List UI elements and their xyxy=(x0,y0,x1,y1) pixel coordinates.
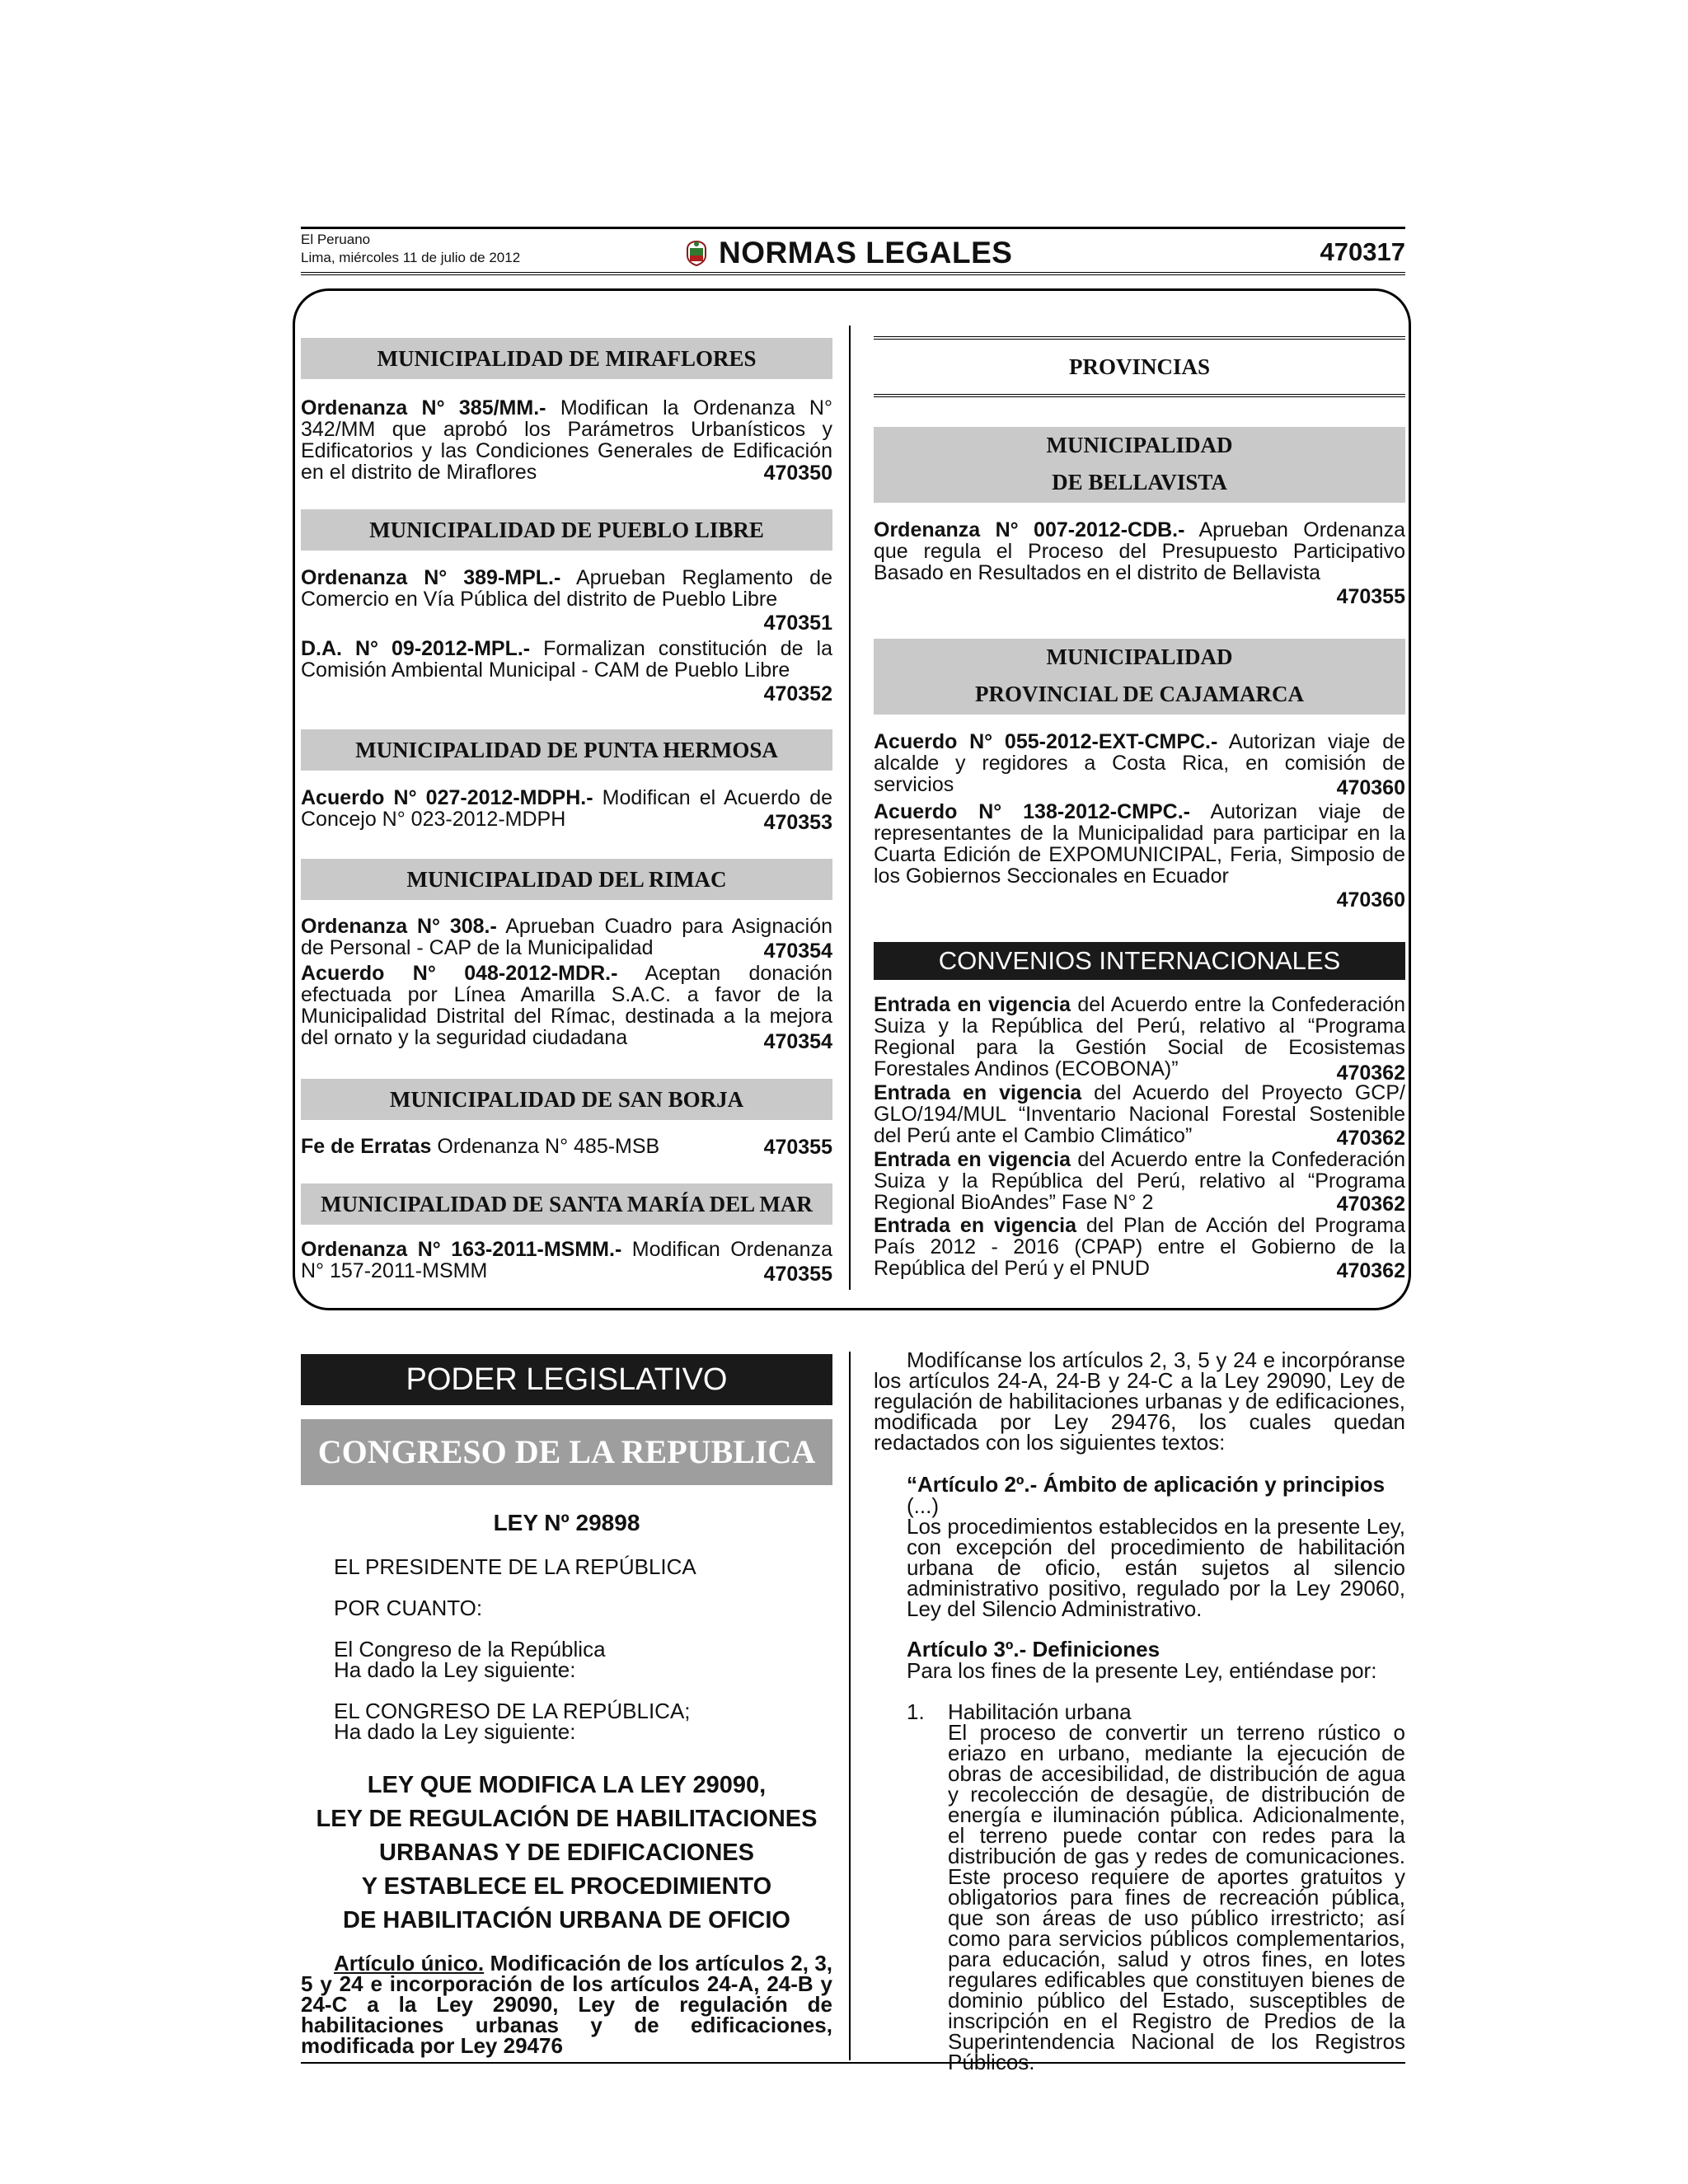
entry-text: del Acuerdo entre la Confederación Suiza y la República del Perú, relativo al “Programa Regional para la Gestión Social de Ecosistemas Forestales Andinos (ECOBONA)” xyxy=(874,993,1405,1080)
law-title-line: LEY DE REGULACIÓN DE HABILITACIONES xyxy=(316,1806,818,1832)
coat-of-arms-icon xyxy=(682,239,710,267)
article-2-text: Los procedimientos establecidos en la presente Ley, con excepción del procedimiento de habilitación urbana de oficio, están sujetos al silencio administrativo positivo, regulado por la Ley 29060, Ley del Silencio Administrativo. xyxy=(907,1514,1405,1621)
entry-title: Acuerdo N° 055-2012-EXT-CMPC.- xyxy=(874,730,1218,753)
por-cuanto: POR CUANTO: xyxy=(334,1596,483,1620)
entry-page: 470362 xyxy=(1336,1193,1405,1216)
entry-title: Ordenanza N° 007-2012-CDB.- xyxy=(874,518,1185,541)
entry-title: Ordenanza N° 385/MM.- xyxy=(301,396,546,419)
entry-page: 470360 xyxy=(1336,888,1405,912)
law-title-line: Y ESTABLECE EL PROCEDIMIENTO xyxy=(361,1873,772,1900)
entry-page: 470362 xyxy=(1336,1259,1405,1282)
heading-santa-maria-del-mar: MUNICIPALIDAD DE SANTA MARÍA DEL MAR xyxy=(301,1183,832,1225)
heading-pueblo-libre: MUNICIPALIDAD DE PUEBLO LIBRE xyxy=(301,509,832,551)
entry-text: Modifican Ordenanza N° 157-2011-MSMM xyxy=(301,1238,832,1282)
publication-name: El Peruano xyxy=(301,232,371,247)
law-number: LEY Nº 29898 xyxy=(493,1510,640,1535)
item-1-title: Habilitación urbana xyxy=(948,1699,1132,1724)
page-number: 470317 xyxy=(1320,237,1405,266)
entry-page: 470352 xyxy=(763,682,832,705)
header-top-rule xyxy=(301,227,1405,229)
entry-page: 470350 xyxy=(763,462,832,485)
entry-title: Entrada en vigencia xyxy=(874,1214,1076,1237)
entry-text: del Plan de Acción del Programa País 2012 - 2016 (CPAP) entre el Gobierno de la República del Perú y el PNUD xyxy=(874,1214,1405,1280)
congress-caps-1: EL CONGRESO DE LA REPÚBLICA; xyxy=(334,1699,691,1723)
articulo-text: Modificación de los artículos 2, 3, 5 y 24 e incorporación de los artículos 24-A, 24-B y 24-C a la Ley 29090, Ley de regulación de habilitaciones urbanas y de edificaciones, modificada por Ley 29476 xyxy=(301,1951,833,2058)
provincias-top-rule xyxy=(874,336,1405,340)
entry-page: 470360 xyxy=(1336,776,1405,799)
president-line: EL PRESIDENTE DE LA REPÚBLICA xyxy=(334,1554,696,1579)
heading-bellavista xyxy=(874,427,1405,503)
ellipsis: (...) xyxy=(907,1493,939,1518)
entry-title: Acuerdo N° 048-2012-MDR.- xyxy=(301,962,618,985)
entry-text: del Acuerdo del Proyecto GCP/ GLO/194/MUL “Inventario Nacional Forestal Sostenible del Perú ante el Cambio Climático” xyxy=(874,1081,1405,1147)
heading-line: MUNICIPALIDAD xyxy=(1046,644,1233,669)
articulo-label: Artículo único. xyxy=(334,1951,485,1975)
congress-line-2: Ha dado la Ley siguiente: xyxy=(334,1657,576,1682)
article-3-intro: Para los fines de la presente Ley, entiéndase por: xyxy=(907,1658,1377,1683)
entry-bellavista-1 xyxy=(874,519,1405,583)
heading-convenios: CONVENIOS INTERNACIONALES xyxy=(874,942,1405,980)
entry-title: Acuerdo N° 027-2012-MDPH.- xyxy=(301,786,593,809)
entry-text: Aprueban Cuadro para Asignación de Personal - CAP de la Municipalidad xyxy=(301,915,833,959)
entry-title: Ordenanza N° 163-2011-MSMM.- xyxy=(301,1238,622,1261)
entry-page: 470354 xyxy=(763,940,832,963)
entry-page: 470362 xyxy=(1336,1062,1405,1085)
congress-caps-2: Ha dado la Ley siguiente: xyxy=(334,1719,576,1744)
institution-banner: CONGRESO DE LA REPUBLICA xyxy=(301,1419,832,1485)
heading-line: PROVINCIAL DE CAJAMARCA xyxy=(974,682,1304,706)
law-title-line: URBANAS Y DE EDIFICACIONES xyxy=(379,1840,754,1866)
header-bottom-rule xyxy=(301,272,1405,275)
entry-page: 470355 xyxy=(763,1263,832,1286)
entry-text: Ordenanza N° 485-MSB xyxy=(437,1135,660,1158)
entry-page: 470354 xyxy=(763,1030,832,1053)
entry-text: del Acuerdo entre la Confederación Suiza y la República del Perú, relativo al “Programa Regional BioAndes” Fase N° 2 xyxy=(874,1148,1405,1214)
entry-title: Fe de Erratas xyxy=(301,1135,432,1158)
publication-date: Lima, miércoles 11 de julio de 2012 xyxy=(301,250,521,265)
summary-column-rule xyxy=(849,326,851,1290)
entry-text: Modifican la Ordenanza N° 342/MM que aprobó los Parámetros Urbanísticos y Edificatorios y las Condiciones Generales de Edificación en el distrito de Miraflores xyxy=(301,396,832,484)
entry-text: Formalizan constitución de la Comisión Ambiental Municipal - CAM de Pueblo Libre xyxy=(301,637,832,682)
entry-page: 470351 xyxy=(763,612,832,635)
heading-rimac: MUNICIPALIDAD DEL RIMAC xyxy=(301,859,832,900)
law-title-line: DE HABILITACIÓN URBANA DE OFICIO xyxy=(343,1907,790,1933)
branch-banner: PODER LEGISLATIVO xyxy=(301,1354,832,1405)
entry-san-borja-1 xyxy=(301,1136,713,1157)
entry-title: Entrada en vigencia xyxy=(874,993,1071,1016)
entry-pueblo-libre-1 xyxy=(301,567,832,610)
provincias-label: PROVINCIAS xyxy=(1068,354,1211,379)
entry-title: Entrada en vigencia xyxy=(874,1148,1071,1171)
entry-title: Entrada en vigencia xyxy=(874,1081,1082,1104)
law-title xyxy=(301,1769,832,1938)
congress-line-1: El Congreso de la República xyxy=(334,1637,606,1661)
section-title: NORMAS LEGALES xyxy=(719,236,1013,269)
entry-title: Acuerdo N° 138-2012-CMPC.- xyxy=(874,800,1190,823)
heading-line: DE BELLAVISTA xyxy=(1052,470,1227,494)
item-1-number: 1. xyxy=(907,1699,925,1724)
entry-page: 470353 xyxy=(763,811,832,834)
article-2-title: “Artículo 2º.- Ámbito de aplicación y principios xyxy=(907,1472,1386,1497)
modification-intro: Modifícanse los artículos 2, 3, 5 y 24 e incorpóranse los artículos 24-A, 24-B y 24-C a la Ley 29090, Ley de regulación de habilitaciones urbanas y de edificaciones, modificada por Ley 29476, los cuales quedan redactados con los siguientes textos: xyxy=(874,1347,1405,1455)
entry-title: Ordenanza N° 389-MPL.- xyxy=(301,566,561,589)
heading-miraflores: MUNICIPALIDAD DE MIRAFLORES xyxy=(301,338,832,379)
item-1-text: El proceso de convertir un terreno rústico o eriazo en urbano, mediante la ejecución de obras de accesibilidad, de distribución de agua y recolección de desagüe, de distribución de energía e iluminación pública. Adicionalmente, el terreno puede contar con redes para la distribución de gas y redes de comunicaciones. Este proceso requiere de aportes gratuitos y obligatorios para fines de recreación pública, que son áreas de uso público irrestricto; así como para servicios públicos complementarios, para educación, salud y otros fines, en lotes regulares edificables que constituyen bienes de dominio público del Estado, susceptibles de inscripción en el Registro de Predios de la Superintendencia Nacional de los Registros Públicos. xyxy=(948,1720,1405,2074)
entry-page: 470355 xyxy=(763,1136,832,1159)
entry-text: Modifican el Acuerdo de Concejo N° 023-2012-MDPH xyxy=(301,786,832,831)
law-title-line: LEY QUE MODIFICA LA LEY 29090, xyxy=(367,1772,767,1798)
entry-page: 470362 xyxy=(1336,1127,1405,1150)
heading-san-borja: MUNICIPALIDAD DE SAN BORJA xyxy=(301,1079,832,1120)
heading-punta-hermosa: MUNICIPALIDAD DE PUNTA HERMOSA xyxy=(301,729,832,771)
heading-line: MUNICIPALIDAD xyxy=(1046,433,1233,457)
page-bottom-rule xyxy=(301,2062,1405,2064)
entry-title: Ordenanza N° 308.- xyxy=(301,915,497,938)
entry-text: Autorizan viaje de alcalde y regidores a Costa Rica, en comisión de servicios xyxy=(874,730,1405,796)
article-3-title: Artículo 3º.- Definiciones xyxy=(907,1637,1160,1661)
articulo-unico xyxy=(301,1953,832,2056)
publication-info xyxy=(301,231,520,267)
provincias-bottom-rule xyxy=(874,394,1405,397)
entry-text: Aceptan donación efectuada por Línea Amarilla S.A.C. a favor de la Municipalidad Distrital del Rímac, destinada a la mejora del ornato y la seguridad ciudadana xyxy=(301,962,832,1049)
body-column-rule xyxy=(849,1352,851,2060)
entry-pueblo-libre-2 xyxy=(301,638,832,681)
heading-cajamarca xyxy=(874,639,1405,715)
entry-page: 470355 xyxy=(1336,585,1405,608)
entry-text: Aprueban Ordenanza que regula el Proceso del Presupuesto Participativo Basado en Resultados en el distrito de Bellavista xyxy=(874,518,1405,584)
entry-title: D.A. N° 09-2012-MPL.- xyxy=(301,637,531,660)
entry-text: Autorizan viaje de representantes de la Municipalidad para participar en la Cuarta Edición de EXPOMUNICIPAL, Feria, Simposio de los Gobiernos Seccionales en Ecuador xyxy=(874,800,1405,888)
entry-cajamarca-2 xyxy=(874,801,1405,887)
entry-text: Aprueban Reglamento de Comercio en Vía Pública del distrito de Pueblo Libre xyxy=(301,566,832,611)
